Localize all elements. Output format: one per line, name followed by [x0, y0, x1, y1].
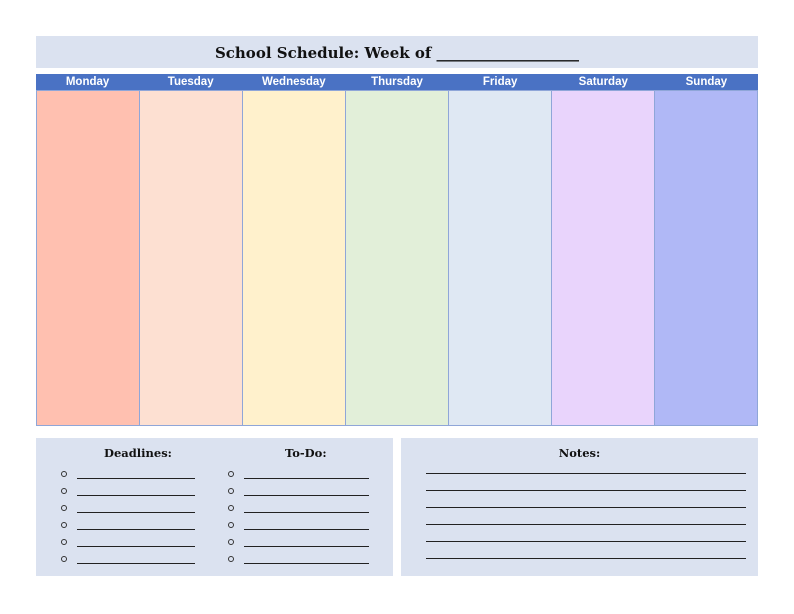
notes-line[interactable]: [426, 524, 746, 525]
bullet-icon: [61, 522, 67, 528]
bullet-icon: [61, 488, 67, 494]
notes-line[interactable]: [426, 507, 746, 508]
deadline-item: [61, 530, 195, 547]
day-columns: [36, 90, 758, 426]
bullet-icon: [61, 505, 67, 511]
day-column-sunday[interactable]: [655, 91, 757, 425]
day-column-tuesday[interactable]: [140, 91, 243, 425]
deadlines-heading: Deadlines:: [104, 446, 172, 460]
notes-line[interactable]: [426, 473, 746, 474]
deadline-blank-line[interactable]: [77, 563, 195, 564]
todo-item: [228, 513, 369, 530]
notes-line[interactable]: [426, 558, 746, 559]
day-header-tuesday: Tuesday: [167, 76, 214, 88]
day-header-wednesday: Wednesday: [262, 76, 326, 88]
days-header: [36, 74, 758, 90]
bullet-icon: [228, 556, 234, 562]
day-column-wednesday[interactable]: [243, 91, 346, 425]
bullet-icon: [61, 539, 67, 545]
todo-blank-line[interactable]: [244, 563, 369, 564]
todo-item: [228, 479, 369, 496]
bullet-icon: [228, 539, 234, 545]
bullet-icon: [228, 471, 234, 477]
deadline-item: [61, 462, 195, 479]
day-header-monday: Monday: [65, 76, 110, 88]
day-column-friday[interactable]: [449, 91, 552, 425]
day-header-sunday: Sunday: [685, 76, 728, 88]
day-header-thursday: Thursday: [371, 76, 423, 88]
notes-heading: Notes:: [558, 446, 601, 460]
day-header-saturday: Saturday: [578, 76, 628, 88]
bullet-icon: [228, 505, 234, 511]
todo-item: [228, 462, 369, 479]
bullet-icon: [61, 471, 67, 477]
notes-line[interactable]: [426, 541, 746, 542]
deadline-item: [61, 547, 195, 564]
notes-line[interactable]: [426, 490, 746, 491]
todo-heading: To-Do:: [285, 446, 327, 460]
todo-item: [228, 530, 369, 547]
day-column-thursday[interactable]: [346, 91, 449, 425]
todo-item: [228, 547, 369, 564]
bullet-icon: [228, 522, 234, 528]
page-title: School Schedule: Week of ___________________: [214, 44, 580, 62]
bullet-icon: [61, 556, 67, 562]
deadlines-todo-panel: [36, 438, 393, 576]
title-band: [36, 36, 758, 68]
deadline-item: [61, 496, 195, 513]
bullet-icon: [228, 488, 234, 494]
day-column-saturday[interactable]: [552, 91, 655, 425]
notes-panel: [401, 438, 758, 576]
deadline-item: [61, 513, 195, 530]
todo-item: [228, 496, 369, 513]
day-header-friday: Friday: [482, 76, 518, 88]
day-column-monday[interactable]: [37, 91, 140, 425]
deadline-item: [61, 479, 195, 496]
